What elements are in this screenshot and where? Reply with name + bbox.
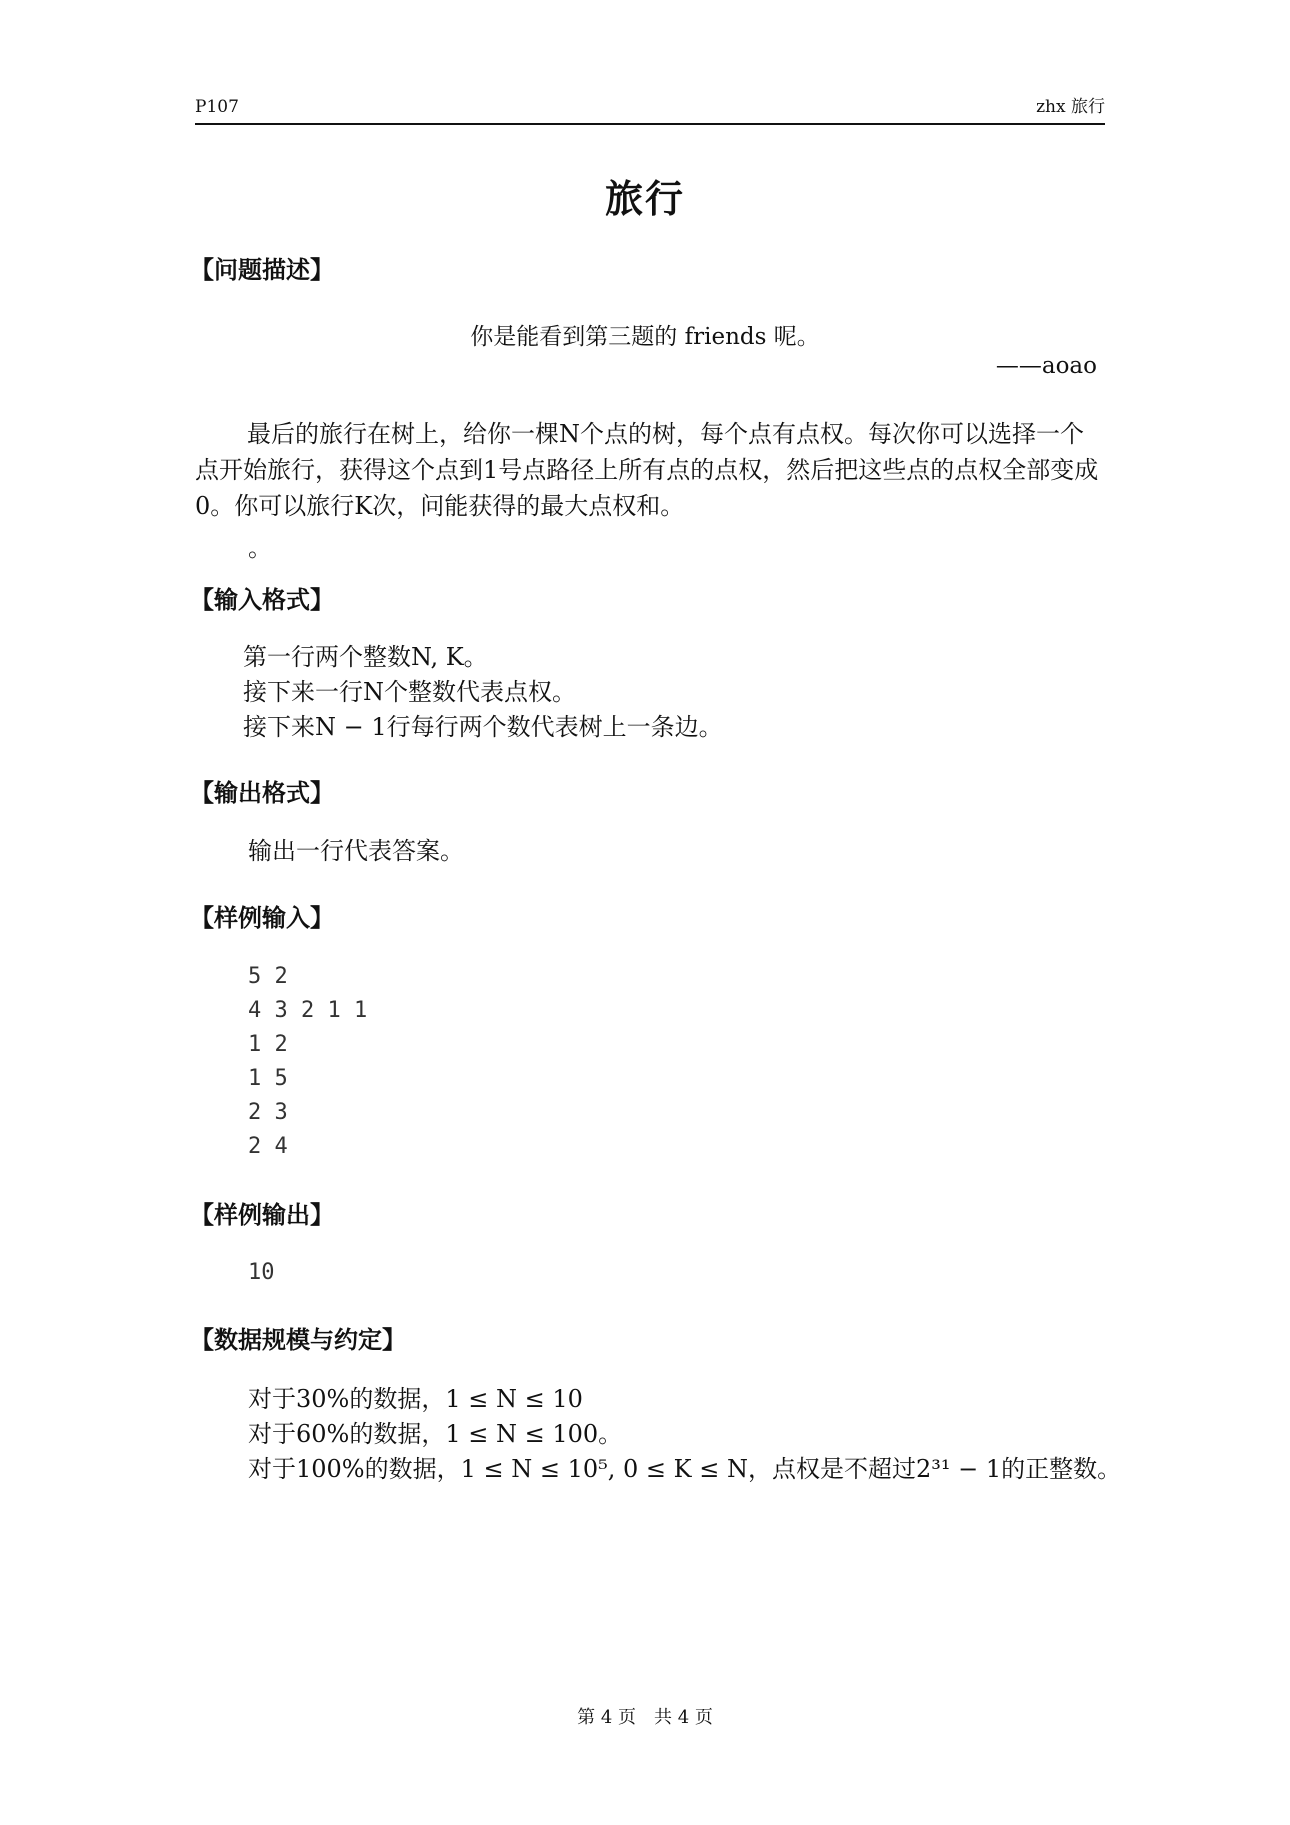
constraint-line: 对于60%的数据，1 ≤ N ≤ 100。 bbox=[248, 1420, 623, 1448]
section-heading-description: 【问题描述】 bbox=[190, 256, 334, 284]
input-format-lines bbox=[243, 640, 723, 745]
description-paragraph: 最后的旅行在树上，给你一棵N个点的树，每个点有点权。每次你可以选择一个点开始旅行，获得这个点到1号点路径上所有点的点权，然后把这些点的点权全部变成0。你可以旅行K次，问能获得的最大点权和。 bbox=[195, 420, 1099, 520]
sample-input-block bbox=[248, 960, 367, 1164]
running-header bbox=[195, 92, 1105, 125]
page-footer: 第 4 页 共 4 页 bbox=[577, 1707, 713, 1728]
output-format-line: 输出一行代表答案。 bbox=[248, 837, 464, 865]
constraint-line: 对于30%的数据，1 ≤ N ≤ 10 bbox=[248, 1385, 583, 1413]
description-trailing-mark: 。 bbox=[248, 534, 272, 562]
input-format-line: 接下来一行N个整数代表点权。 bbox=[243, 678, 576, 706]
sample-output-line: 10 bbox=[248, 1260, 275, 1285]
sample-input-line: 1 5 bbox=[248, 1066, 288, 1091]
sample-input-line: 1 2 bbox=[248, 1032, 288, 1057]
constraint-line: 对于100%的数据，1 ≤ N ≤ 10⁵, 0 ≤ K ≤ N，点权是不超过2³¹ − 1的正整数。 bbox=[248, 1455, 1122, 1483]
input-format-line: 第一行两个整数N, K。 bbox=[243, 643, 488, 671]
epigraph-quote: 你是能看到第三题的 friends 呢。 bbox=[470, 324, 820, 350]
sample-input-line: 2 3 bbox=[248, 1100, 288, 1125]
sample-input-line: 5 2 bbox=[248, 964, 288, 989]
section-heading-output-format: 【输出格式】 bbox=[190, 779, 334, 807]
header-problem-name: zhx 旅行 bbox=[1036, 97, 1105, 117]
section-heading-input-format: 【输入格式】 bbox=[190, 586, 334, 614]
page-title: 旅行 bbox=[604, 177, 685, 221]
constraints-lines bbox=[248, 1382, 1121, 1487]
section-heading-sample-output: 【样例输出】 bbox=[190, 1201, 334, 1229]
section-heading-sample-input: 【样例输入】 bbox=[190, 904, 334, 932]
output-format-lines bbox=[248, 834, 464, 869]
epigraph-author: ——aoao bbox=[995, 353, 1097, 379]
sample-input-line: 4 3 2 1 1 bbox=[248, 998, 368, 1023]
sample-output-block bbox=[248, 1256, 275, 1290]
input-format-line: 接下来N − 1行每行两个数代表树上一条边。 bbox=[243, 713, 723, 741]
header-problem-id: P107 bbox=[195, 97, 239, 117]
section-heading-constraints: 【数据规模与约定】 bbox=[190, 1326, 406, 1354]
sample-input-line: 2 4 bbox=[248, 1134, 288, 1159]
